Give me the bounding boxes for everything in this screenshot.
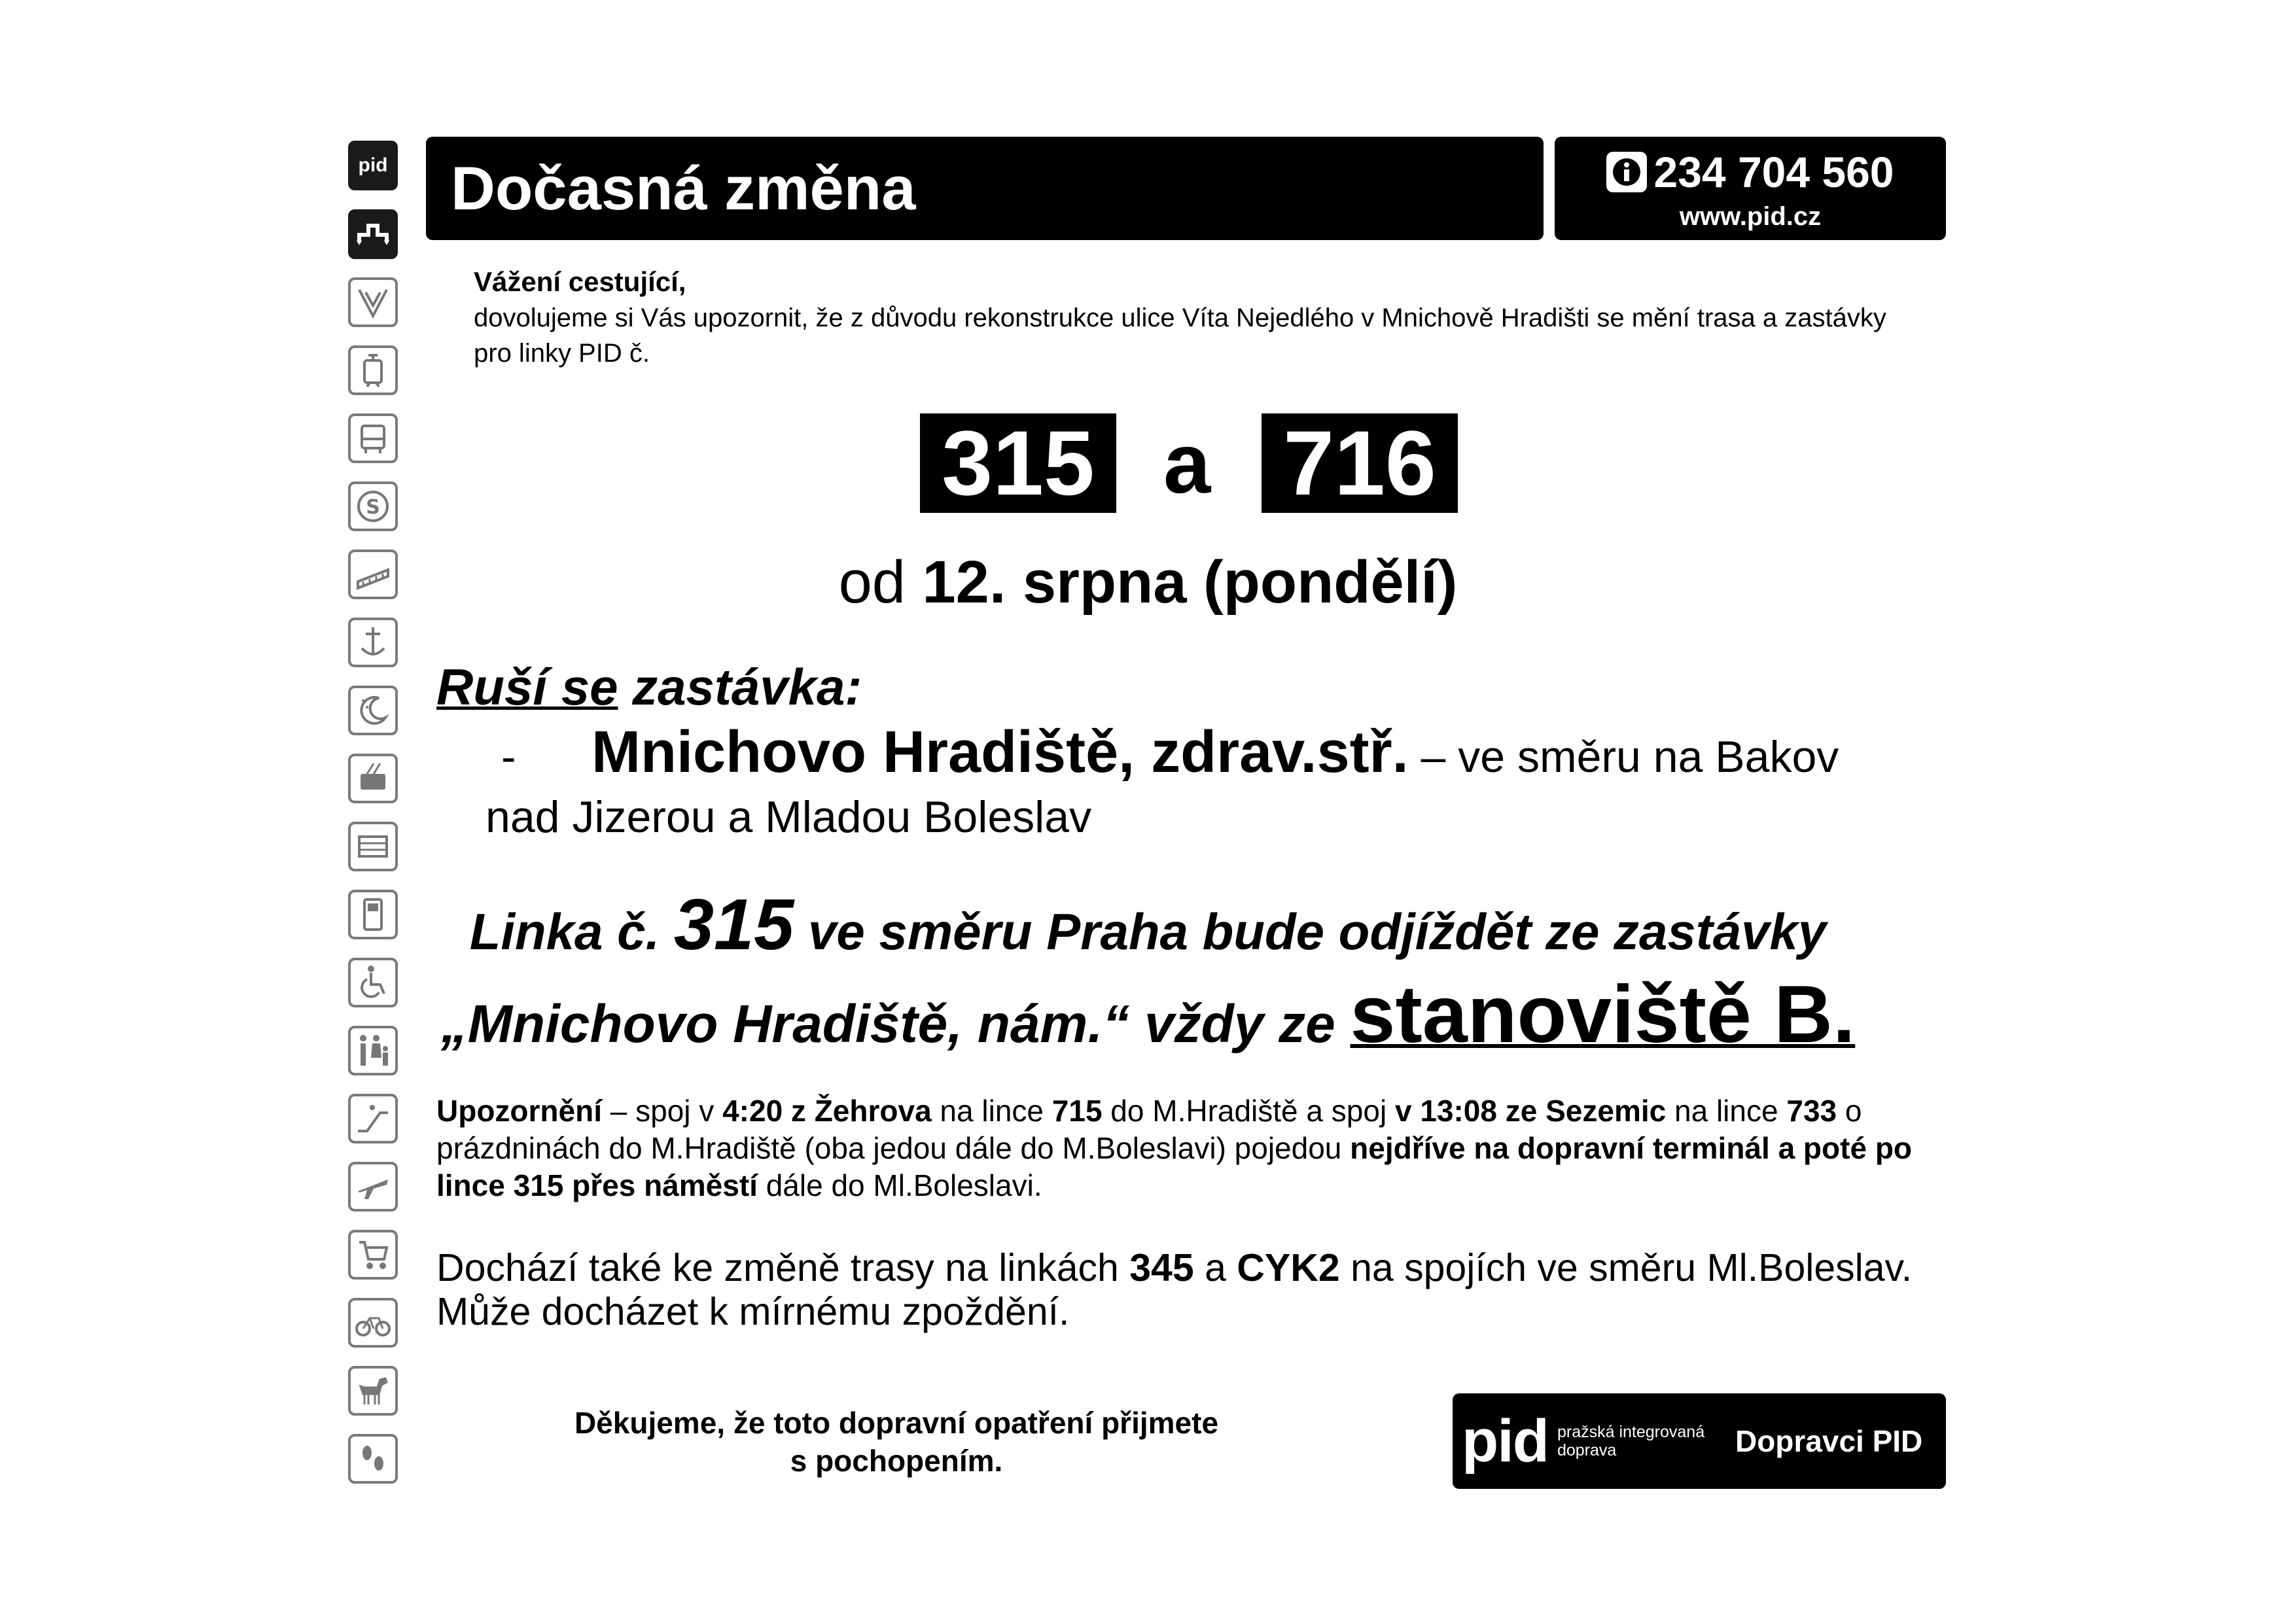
warning-text: na lince — [1666, 1094, 1787, 1128]
dog-icon — [348, 1366, 398, 1416]
info-icon — [1606, 152, 1647, 192]
phone-number[interactable]: 234 704 560 — [1653, 148, 1894, 196]
night-service-icon — [348, 686, 398, 735]
bus-icon — [348, 413, 398, 463]
intro — [474, 264, 1913, 371]
date-value: 12. srpna (pondělí) — [922, 549, 1458, 616]
thanks-line-2: s pochopením. — [790, 1444, 1003, 1478]
list-dash: - — [501, 732, 516, 782]
warning-text: na lince — [931, 1094, 1052, 1128]
line-badge-716: 716 — [1262, 413, 1458, 513]
website-link[interactable]: www.pid.cz — [1679, 202, 1822, 231]
warning-label: Upozornění — [436, 1094, 602, 1128]
ferry-icon — [348, 618, 398, 667]
warning-text: o prázdninách do M.Hradiště (oba jedou dále do M.Boleslavi) pojedou — [436, 1094, 1862, 1165]
escalator-icon — [348, 1094, 398, 1143]
pid-footer-badge — [1453, 1393, 1946, 1489]
cancelled-direction-1: – ve směru na Bakov — [1408, 732, 1839, 782]
suburban-train-icon — [348, 481, 398, 531]
pid-full-name-2: doprava — [1557, 1441, 1617, 1459]
page-title: Dočasná změna — [426, 137, 1544, 240]
line-315-stop — [0, 968, 2296, 1061]
cancel-heading — [436, 657, 862, 717]
route-change-paragraph — [436, 1246, 1948, 1334]
cancel-heading-rest: zastávka: — [618, 658, 862, 716]
warning-route: nejdříve na dopravní terminál a poté po lince 315 přes náměstí — [436, 1131, 1913, 1202]
line-315-notice — [0, 883, 2296, 966]
walking-icon — [348, 1434, 398, 1484]
warning-time-1: 4:20 z Žehrova — [722, 1094, 932, 1128]
phone-line — [1555, 147, 1946, 197]
tram-icon — [348, 345, 398, 395]
warning-text: dále do Ml.Boleslavi. — [757, 1168, 1042, 1202]
linka-number: 315 — [673, 884, 794, 965]
cancelled-stop-name: Mnichovo Hradiště, zdrav.stř. — [592, 720, 1409, 785]
airport-icon — [348, 1162, 398, 1212]
warning-line-715: 715 — [1051, 1094, 1103, 1128]
thanks-line-1: Děkujeme, že toto dopravní opatření přijmete — [574, 1406, 1219, 1440]
thanks-note — [497, 1404, 1296, 1480]
svg-text:S: S — [366, 496, 380, 519]
stanoviste-b: stanoviště B. — [1350, 969, 1856, 1060]
change-text: a — [1193, 1246, 1237, 1289]
warning-paragraph — [436, 1092, 1948, 1204]
linka-suffix: ve směru Praha bude odjíždět ze zastávky — [794, 903, 1827, 960]
lines-joiner: a — [1163, 415, 1211, 511]
pid-logo-icon: pid — [348, 141, 398, 190]
linka-stop-text: „Mnichovo Hradiště, nám.“ vždy ze — [440, 994, 1351, 1054]
cancel-heading-underlined: Ruší se — [436, 658, 618, 716]
delay-notice: Může docházet k mírnému zpoždění. — [436, 1290, 1070, 1333]
change-line-345: 345 — [1129, 1246, 1194, 1289]
intro-text: dovolujeme si Vás upozornit, že z důvodu rekonstrukce ulice Víta Nejedlého v Mnichově Hradišti se mění trasa a zastávky pro linky PID č. — [474, 304, 1886, 368]
date-prefix: od — [838, 549, 906, 616]
warning-text: do M.Hradiště a spoj — [1102, 1094, 1395, 1128]
pid-full-name-1: pražská integrovaná — [1557, 1423, 1705, 1441]
metro-icon — [348, 277, 398, 327]
ticket-icon — [348, 822, 398, 871]
pid-full-name — [1557, 1423, 1714, 1459]
warning-time-2: v 13:08 ze Sezemic — [1394, 1094, 1667, 1128]
greeting: Vážení cestující, — [474, 266, 686, 297]
operators-label: Dopravci PID — [1735, 1424, 1923, 1458]
cancelled-stop-item — [486, 722, 1958, 847]
info-box — [1555, 137, 1946, 240]
bicycle-icon — [348, 1298, 398, 1348]
pid-logo: pid — [1462, 1407, 1548, 1475]
trolleybus-icon — [348, 754, 398, 803]
transfer-icon — [348, 209, 398, 259]
warning-text: – spoj v — [601, 1094, 723, 1128]
warning-line-733: 733 — [1786, 1094, 1837, 1128]
line-badge-315: 315 — [920, 413, 1116, 513]
effective-date — [0, 548, 2296, 617]
change-text: na spojích ve směru Ml.Boleslav. — [1339, 1246, 1913, 1289]
stroller-icon — [348, 1230, 398, 1280]
linka-prefix: Linka č. — [469, 903, 674, 960]
cancelled-direction-2: nad Jizerou a Mladou Boleslav — [486, 792, 1092, 842]
change-line-cyk2: CYK2 — [1237, 1246, 1340, 1289]
change-text: Dochází také ke změně trasy na linkách — [436, 1246, 1130, 1289]
